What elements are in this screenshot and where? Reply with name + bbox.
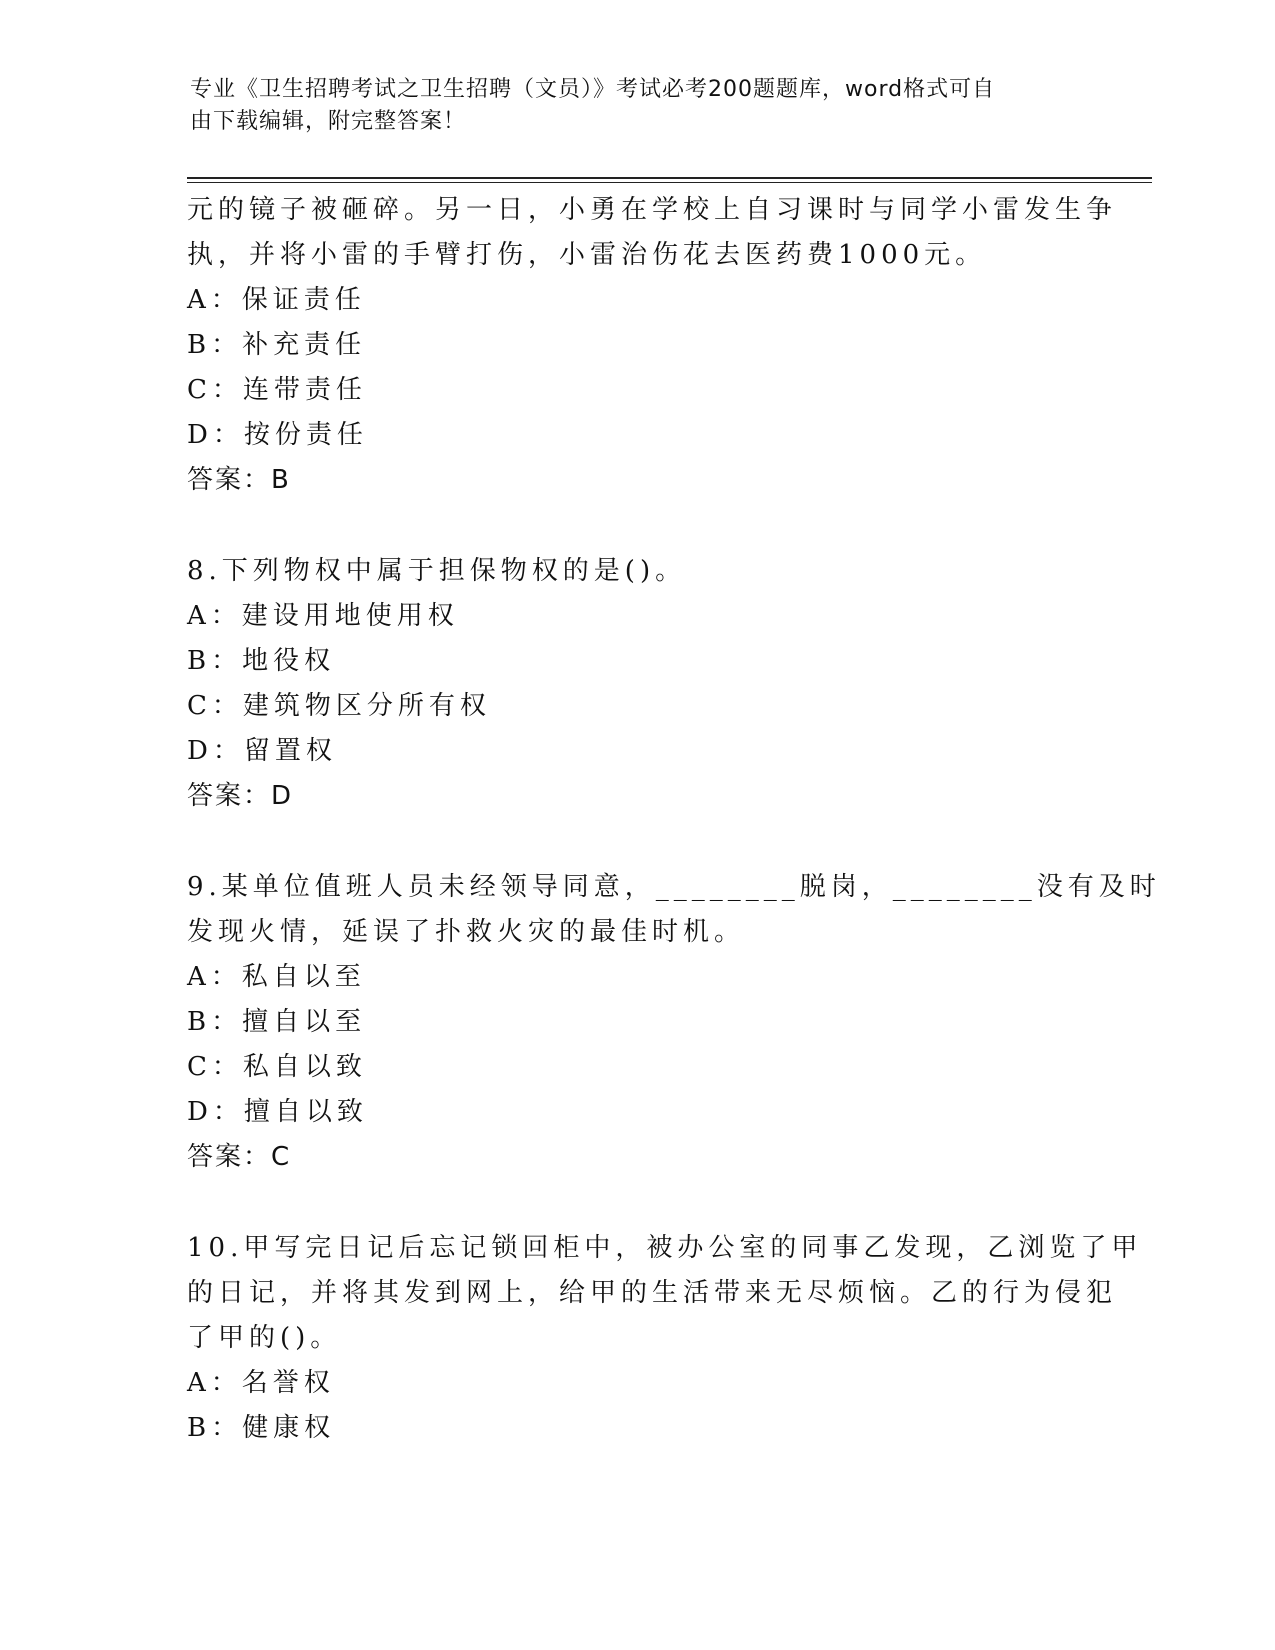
header-line-1: 专业《卫生招聘考试之卫生招聘（文员）》考试必考200题题库，word格式可自 [190,77,996,102]
header-divider-thick [187,177,1152,179]
option-b: B：地役权 [187,646,336,676]
option-a: A：保证责任 [187,285,366,315]
option-a: A：建设用地使用权 [187,601,459,631]
question-text-line: 的日记，并将其发到网上，给甲的生活带来无尽烦恼。乙的行为侵犯 [187,1278,1118,1308]
option-b: B：健康权 [187,1413,336,1443]
question-text-line: 发现火情，延误了扑救火灾的最佳时机。 [187,917,746,947]
question-10 [187,1226,1143,1451]
option-d: D：擅自以致 [187,1097,368,1127]
option-c: C：建筑物区分所有权 [187,691,491,721]
answer-label: 答案：B [187,465,291,495]
option-a: A：私自以至 [187,962,366,992]
option-b: B：补充责任 [187,330,367,360]
answer-label: 答案：D [187,781,294,811]
header-line-2: 由下载编辑，附完整答案！ [190,109,467,134]
option-d: D：留置权 [187,736,337,766]
option-c: C：连带责任 [187,375,367,405]
option-d: D：按份责任 [187,420,368,450]
question-text-line: 9.某单位值班人员未经领导同意，________脱岗，________没有及时 [187,872,1161,902]
question-7 [187,188,1118,503]
option-b: B：擅自以至 [187,1007,367,1037]
question-text-line: 了甲的()。 [187,1323,342,1353]
question-text-line: 执，并将小雷的手臂打伤，小雷治伤花去医药费1000元。 [187,240,987,270]
question-text-line: 8.下列物权中属于担保物权的是()。 [187,556,687,586]
option-a: A：名誉权 [187,1368,335,1398]
question-text-line: 10.甲写完日记后忘记锁回柜中，被办公室的同事乙发现，乙浏览了甲 [187,1233,1143,1263]
document-header [190,74,1070,138]
question-text-line: 元的镜子被砸碎。另一日，小勇在学校上自习课时与同学小雷发生争 [187,195,1118,225]
answer-label: 答案：C [187,1142,292,1172]
document-body [187,188,1161,1451]
option-c: C：私自以致 [187,1052,367,1082]
header-divider-thin [187,182,1152,183]
question-8 [187,549,1087,819]
question-9 [187,865,1161,1180]
